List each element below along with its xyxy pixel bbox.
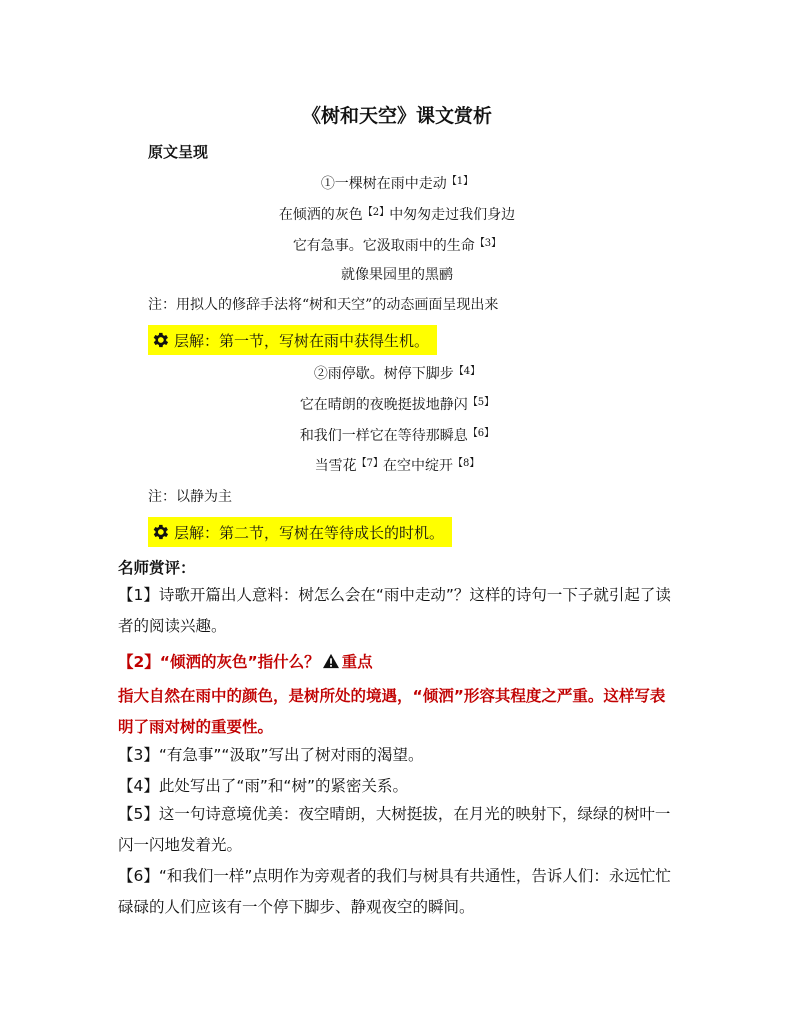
poem-line: ②雨停歇。树停下脚步$^{【4】}$ xyxy=(313,366,481,382)
comment-3: 【3】“有急事”“汲取”写出了树对雨的渴望。 xyxy=(118,746,424,764)
comment-2-answer: 指大自然在雨中的颜色，是树所处的境遇，“倾洒”形容其程度之严重。这样写表明了雨对树的重要性。 xyxy=(118,687,666,736)
poem-line: 和我们一样它在等待那瞬息$^{【6】}$ xyxy=(299,428,495,444)
comment-6: 【6】“和我们一样”点明作为旁观者的我们与树具有共通性，告诉人们：永远忙忙碌碌的人们应该有一个停下脚步、静观夜空的瞬间。 xyxy=(118,867,671,916)
layer-explanation: 层解：第二节，写树在等待成长的时机。 xyxy=(148,517,452,547)
poem-line: 就像果园里的黑鹂 xyxy=(341,267,453,283)
stanza-note: 注：用拟人的修辞手法将“树和天空”的动态画面呈现出来 xyxy=(148,297,499,313)
comment-5: 【5】这一句诗意境优美：夜空晴朗，大树挺拔，在月光的映射下，绿绿的树叶一闪一闪地发着光。 xyxy=(118,805,671,854)
layer-explanation: 层解：第一节，写树在雨中获得生机。 xyxy=(148,325,437,355)
comment-4: 【4】此处写出了“雨”和“树”的紧密关系。 xyxy=(118,777,408,795)
poem-line: 它有急事。它汲取雨中的生命$^{【3】}$ xyxy=(292,238,502,254)
gear-icon xyxy=(150,330,170,350)
gear-icon xyxy=(150,522,170,542)
teacher-heading: 名师赏评： xyxy=(118,559,196,577)
comment-2-question: 【2】“倾洒的灰色”指什么？ 重点 xyxy=(118,653,373,671)
poem-line: 在倾洒的灰色$^{【2】}$中匆匆走过我们身边 xyxy=(278,207,516,223)
poem-line: ①一棵树在雨中走动$^{【1】}$ xyxy=(320,176,474,192)
stanza-note: 注：以静为主 xyxy=(148,489,232,505)
warning-icon xyxy=(322,653,340,669)
poem-line: 当雪花$^{【7】}$在空中绽开$^{【8】}$ xyxy=(314,458,480,474)
comment-1: 【1】诗歌开篇出人意料：树怎么会在“雨中走动”？这样的诗句一下子就引起了读者的阅读兴趣。 xyxy=(118,586,671,635)
poem-line: 它在晴朗的夜晚挺拔地静闪$^{【5】}$ xyxy=(299,397,495,413)
original-heading: 原文呈现 xyxy=(148,143,209,161)
page-title: 《树和天空》课文赏析 xyxy=(301,105,492,127)
